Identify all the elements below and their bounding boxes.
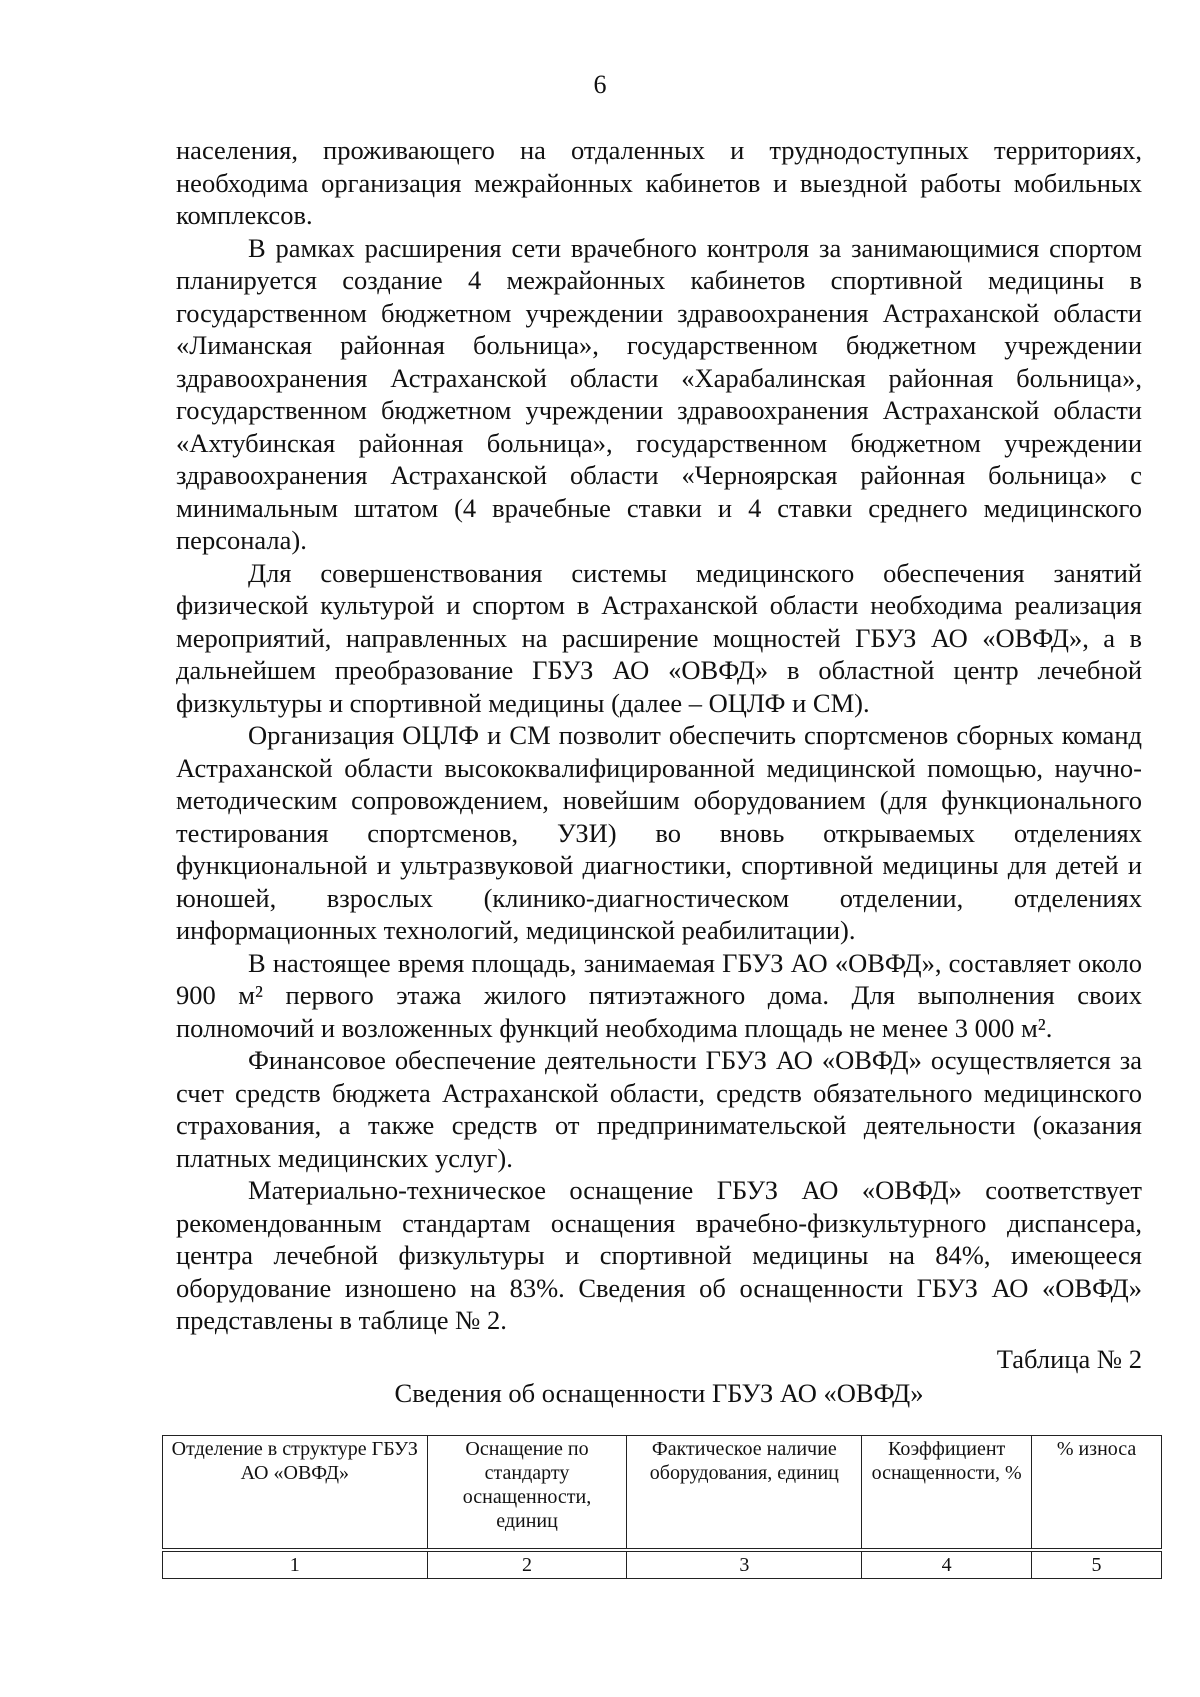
- header-actual-equipment: Фактическое наличие оборудования, единиц: [627, 1436, 862, 1551]
- table-number-label: Таблица № 2: [996, 1343, 1142, 1374]
- equipment-table: [162, 1435, 1162, 1579]
- column-number: 1: [163, 1550, 428, 1579]
- column-number: 2: [427, 1550, 627, 1579]
- column-number-row: [163, 1550, 1162, 1579]
- table-header-row: [163, 1436, 1162, 1551]
- paragraph-5: В настоящее время площадь, занимаемая ГБУЗ АО «ОВФД», составляет около 900 м² первого этажа жилого пятиэтажного дома. Для выполнения своих полномочий и возложенных функций необходима площадь не менее 3 000 м².: [176, 947, 1142, 1043]
- page-number: 6: [593, 70, 607, 99]
- column-number: 5: [1032, 1550, 1162, 1579]
- header-standard-equipment: Оснащение по стандарту оснащенности, единиц: [427, 1436, 627, 1551]
- column-number: 4: [862, 1550, 1032, 1579]
- paragraph-3: Для совершенствования системы медицинского обеспечения занятий физической культурой и спортом в Астраханской области необходима реализация мероприятий, направленных на расширение мощностей ГБУЗ АО «ОВФД», а в дальнейшем преобразование ГБУЗ АО «ОВФД» в областной центр лечебной физкультуры и спортивной медицины (далее – ОЦЛФ и СМ).: [176, 557, 1142, 718]
- header-department: Отделение в структуре ГБУЗ АО «ОВФД»: [163, 1436, 428, 1551]
- paragraph-6: Финансовое обеспечение деятельности ГБУЗ АО «ОВФД» осуществляется за счет средств бюджета Астраханской области, средств обязательного медицинского страхования, а также средств от предпринимательской деятельности (оказания платных медицинских услуг).: [176, 1045, 1142, 1173]
- table-title: Сведения об оснащенности ГБУЗ АО «ОВФД»: [394, 1378, 924, 1408]
- paragraph-1: населения, проживающего на отдаленных и труднодоступных территориях, необходима организация межрайонных кабинетов и выездной работы мобильных комплексов.: [176, 135, 1142, 230]
- header-equipment-ratio: Коэффициент оснащенности, %: [862, 1436, 1032, 1551]
- document-body: [176, 134, 1142, 1410]
- paragraph-7: Материально-техническое оснащение ГБУЗ АО «ОВФД» соответствует рекомендованным стандартам оснащения врачебно-физкультурного диспансера, центра лечебной физкультуры и спортивной медицины на 84%, имеющееся оборудование изношено на 83%. Сведения об оснащенности ГБУЗ АО «ОВФД» представлены в таблице № 2.: [176, 1175, 1142, 1335]
- paragraph-2: В рамках расширения сети врачебного контроля за занимающимися спортом планируется создание 4 межрайонных кабинетов спортивной медицины в государственном бюджетном учреждении здравоохранения Астраханской области «Лиманская районная больница», государственном бюджетном учреждении здравоохранения Астраханской области «Харабалинская районная больница», государственном бюджетном учреждении здравоохранения Астраханской области «Ахтубинская районная больница», государственном бюджетном учреждении здравоохранения Астраханской области «Черноярская районная больница» с минимальным штатом (4 врачебные ставки и 4 ставки среднего медицинского персонала).: [176, 232, 1142, 555]
- paragraph-4: Организация ОЦЛФ и СМ позволит обеспечить спортсменов сборных команд Астраханской области высококвалифицированной медицинской помощью, научно-методическим сопровождением, новейшим оборудованием (для функционального тестирования спортсменов, УЗИ) во вновь открываемых отделениях функциональной и ультразвуковой диагностики, спортивной медицины для детей и юношей, взрослых (клинико-диагностическом отделении, отделениях информационных технологий, медицинской реабилитации).: [176, 720, 1142, 945]
- header-wear-percent: % износа: [1032, 1436, 1162, 1551]
- column-number: 3: [627, 1550, 862, 1579]
